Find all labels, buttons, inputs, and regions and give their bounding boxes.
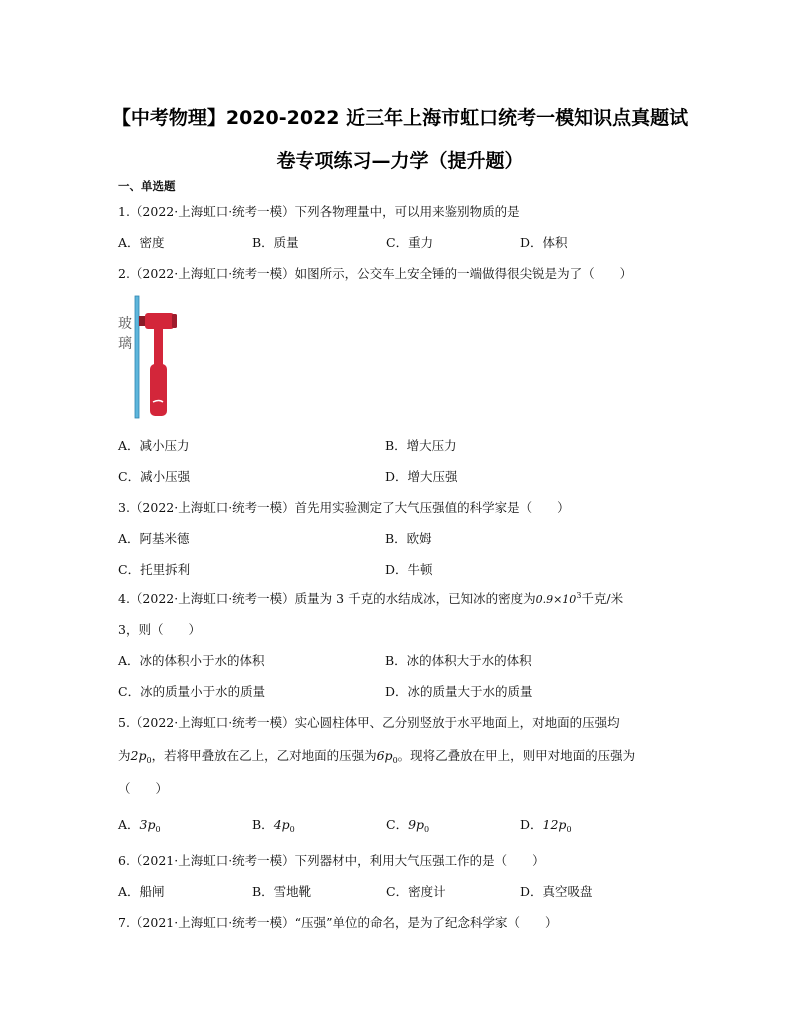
option-letter: B．	[252, 817, 274, 832]
question-5-text-b: ，若将甲叠放在乙上，乙对地面的压强为	[151, 748, 377, 763]
question-5-option-a	[118, 815, 161, 834]
question-2-stem: 2.（2022·上海虹口·统考一模）如图所示，公交车上安全锤的一端做得很尖锐是为了（ ）	[118, 266, 633, 281]
option-value: 3p	[139, 817, 156, 832]
question-2-option-c: C．减小压强	[118, 469, 191, 484]
glass-label: 玻璃	[118, 316, 132, 352]
option-value: 4p	[273, 817, 290, 832]
question-5-value-2: 6p	[376, 748, 393, 763]
question-1-option-c: C．重力	[386, 235, 434, 250]
glass-pane	[135, 296, 139, 418]
question-4-option-b: B．冰的体积大于水的体积	[385, 653, 532, 668]
question-6-stem: 6.（2021·上海虹口·统考一模）下列器材中，利用大气压强工作的是（ ）	[118, 853, 545, 868]
page-title-line-2: 卷专项练习—力学（提升题）	[276, 150, 524, 172]
question-5-option-b	[252, 815, 295, 834]
question-4-option-c: C．冰的质量小于水的质量	[118, 684, 266, 699]
question-3-option-b: B．欧姆	[385, 531, 432, 546]
hammer-handle	[150, 364, 167, 416]
question-5-text-c: 。现将乙叠放在甲上，则甲对地面的压强为	[397, 748, 636, 763]
option-letter: D．	[520, 817, 543, 832]
hammer-tip	[139, 316, 145, 326]
section-heading: 一、单选题	[118, 179, 176, 193]
question-4-stem-text: 4.（2022·上海虹口·统考一模）质量为 3 千克的水结成冰，已知冰的密度为	[118, 591, 536, 606]
question-5-value-1: 2p	[130, 748, 147, 763]
question-4-density-value: 0.9×10	[535, 593, 577, 606]
question-3-option-a: A．阿基米德	[118, 531, 190, 546]
question-2-option-b: B．增大压力	[385, 438, 457, 453]
question-5-sub-1: 0	[146, 756, 152, 765]
page-title-line-1: 【中考物理】2020-2022 近三年上海市虹口统考一模知识点真题试	[111, 107, 689, 129]
question-5-option-d	[520, 815, 572, 834]
question-1-option-b: B．质量	[252, 235, 299, 250]
question-5-text-a: 为	[118, 748, 131, 763]
question-6-option-b: B．雪地靴	[252, 884, 312, 899]
question-3-option-d: D．牛顿	[385, 562, 433, 577]
option-letter: A．	[118, 817, 140, 832]
question-6-option-d: D．真空吸盘	[520, 884, 593, 899]
question-4-stem-line-1	[118, 589, 623, 607]
option-subscript: 0	[155, 825, 161, 834]
option-subscript: 0	[289, 825, 295, 834]
option-value: 9p	[408, 817, 425, 832]
question-6-option-c: C．密度计	[386, 884, 446, 899]
question-3-option-c: C．托里拆利	[118, 562, 191, 577]
hammer-neck	[154, 328, 163, 366]
option-letter: C．	[386, 817, 409, 832]
safety-hammer-figure	[116, 292, 196, 422]
hammer-cap	[172, 314, 177, 328]
question-5-option-c	[386, 815, 429, 834]
question-3-stem: 3.（2022·上海虹口·统考一模）首先用实验测定了大气压强值的科学家是（ ）	[118, 500, 570, 515]
question-5-sub-2: 0	[392, 756, 398, 765]
question-7-stem: 7.（2021·上海虹口·统考一模）“压强”单位的命名，是为了纪念科学家（ ）	[118, 915, 558, 930]
question-5-stem-line-3: （ ）	[118, 781, 169, 796]
question-4-option-a: A．冰的体积小于水的体积	[118, 653, 265, 668]
option-value: 12p	[542, 817, 567, 832]
question-2-option-a: A．减小压力	[118, 438, 190, 453]
question-5-stem-line-1: 5.（2022·上海虹口·统考一模）实心圆柱体甲、乙分别竖放于水平地面上，对地面的压强均	[118, 715, 620, 730]
question-4-stem-line-2: 3，则（ ）	[118, 622, 201, 637]
option-subscript: 0	[566, 825, 572, 834]
question-2-option-d: D．增大压强	[385, 469, 458, 484]
question-4-density-exponent: 3	[576, 591, 582, 600]
question-1-option-d: D．体积	[520, 235, 568, 250]
safety-hammer-illustration	[116, 292, 196, 422]
question-6-option-a: A．船闸	[118, 884, 165, 899]
question-4-option-d: D．冰的质量大于水的质量	[385, 684, 533, 699]
question-4-density-unit: 千克/米	[581, 591, 624, 606]
hammer-head	[145, 313, 174, 329]
option-subscript: 0	[424, 825, 430, 834]
question-1-option-a: A．密度	[118, 235, 165, 250]
question-1-stem: 1.（2022·上海虹口·统考一模）下列各物理量中，可以用来鉴别物质的是	[118, 204, 520, 219]
question-5-stem-line-2	[118, 746, 635, 765]
